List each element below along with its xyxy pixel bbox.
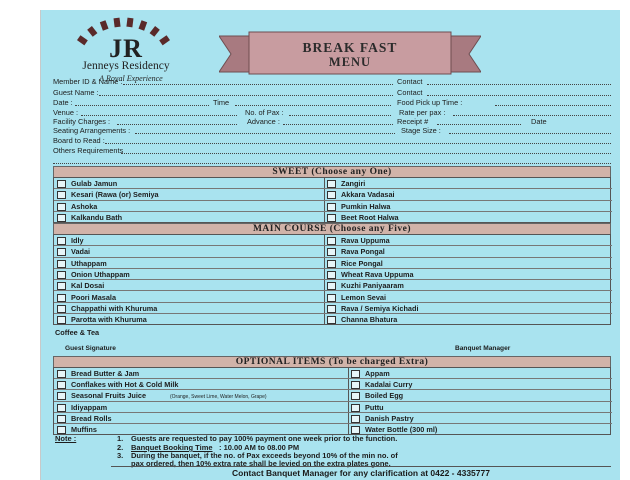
facility-field[interactable] xyxy=(117,124,237,125)
note-3-number: 3. xyxy=(117,451,124,460)
menu-item-row-left xyxy=(54,390,348,401)
menu-item-row-right xyxy=(324,269,612,280)
item-checkbox[interactable] xyxy=(351,404,360,412)
sweet-section-header: SWEET (Choose any One) xyxy=(53,166,611,178)
contact-field[interactable] xyxy=(427,84,611,85)
item-checkbox[interactable] xyxy=(327,214,336,222)
time-field[interactable] xyxy=(235,105,391,106)
item-label: Kalkandu Bath xyxy=(71,212,123,222)
optional-items-box xyxy=(53,367,611,435)
item-checkbox[interactable] xyxy=(351,426,360,434)
item-label: Rava Pongal xyxy=(341,247,385,257)
item-label: Uthappam xyxy=(71,258,107,268)
item-label: Kal Dosai xyxy=(71,281,105,291)
item-checkbox[interactable] xyxy=(57,191,66,199)
menu-item-row-right xyxy=(324,246,612,257)
menu-item-row-right xyxy=(324,314,612,325)
banquet-manager-label: Banquet Manager xyxy=(455,345,511,352)
hotel-name: Jenneys Residency xyxy=(82,60,170,72)
item-checkbox[interactable] xyxy=(327,294,336,302)
menu-item-row-right xyxy=(324,258,612,269)
item-checkbox[interactable] xyxy=(57,392,66,400)
item-label: Puttu xyxy=(365,402,384,412)
venue-label: Venue : xyxy=(53,108,79,117)
logo-monogram: JR xyxy=(109,34,143,63)
item-checkbox[interactable] xyxy=(327,248,336,256)
date-field[interactable] xyxy=(75,105,209,106)
menu-item-row-right xyxy=(324,235,612,246)
item-checkbox[interactable] xyxy=(57,203,66,211)
note-3-text-line1: During the banquet, if the no. of Pax exceeds beyond 10% of the min no. of xyxy=(131,451,398,460)
note-3-text-line2: pax ordered, then 10% extra rate shall be levied on the extra plates gone. xyxy=(131,459,391,468)
menu-item-row-right xyxy=(324,201,612,212)
juice-flavours-note: (Orange, Sweet Lime, Water Melon, Grape) xyxy=(170,394,267,401)
item-checkbox[interactable] xyxy=(57,415,66,423)
item-label: Poori Masala xyxy=(71,292,117,302)
seating-label: Seating Arrangements : xyxy=(53,126,131,135)
item-checkbox[interactable] xyxy=(57,370,66,378)
menu-item-row-right xyxy=(324,303,612,314)
menu-item-row-left xyxy=(54,258,324,269)
note-1-number: 1. xyxy=(117,434,124,443)
item-label: Akkara Vadasai xyxy=(341,190,395,200)
pax-label: No. of Pax : xyxy=(245,108,284,117)
item-label: Seasonal Fruits Juice xyxy=(71,391,147,401)
item-label: Parotta with Khuruma xyxy=(71,315,147,325)
item-checkbox[interactable] xyxy=(57,180,66,188)
others-field[interactable] xyxy=(121,153,611,154)
advance-label: Advance : xyxy=(247,117,280,126)
item-checkbox[interactable] xyxy=(327,316,336,324)
item-label: Chappathi with Khuruma xyxy=(71,303,158,313)
item-label: Lemon Sevai xyxy=(341,292,387,302)
item-label: Appam xyxy=(365,369,390,378)
item-label: Beet Root Halwa xyxy=(341,212,399,222)
note-2-value: : 10.00 AM to 08.00 PM xyxy=(219,443,300,452)
receipt-field[interactable] xyxy=(437,124,521,125)
hotel-tagline: A Royal Experience xyxy=(99,74,163,83)
item-label: Pumkin Halwa xyxy=(341,201,391,211)
seating-field[interactable] xyxy=(135,133,395,134)
menu-item-row-left xyxy=(54,189,324,200)
item-checkbox[interactable] xyxy=(351,381,360,389)
rate-field[interactable] xyxy=(453,115,611,116)
guest-name-field[interactable] xyxy=(99,95,393,96)
note-label: Note : xyxy=(55,434,77,443)
item-checkbox[interactable] xyxy=(351,415,360,423)
menu-item-row-right xyxy=(348,413,612,424)
item-checkbox[interactable] xyxy=(57,426,66,434)
item-label: Kuzhi Paniyaaram xyxy=(341,281,404,291)
sweet-items-box xyxy=(53,177,611,223)
item-label: Kadalai Curry xyxy=(365,380,413,390)
pax-field[interactable] xyxy=(289,115,391,116)
item-checkbox[interactable] xyxy=(57,260,66,268)
item-label: Bread Rolls xyxy=(71,413,112,423)
menu-item-row-right xyxy=(348,379,612,390)
item-label: Ashoka xyxy=(71,201,98,211)
item-checkbox[interactable] xyxy=(57,214,66,222)
item-checkbox[interactable] xyxy=(57,381,66,389)
note-2-label: Banquet Booking Time xyxy=(131,443,213,452)
item-checkbox[interactable] xyxy=(57,305,66,313)
others-label: Others Requirements xyxy=(53,146,124,155)
item-label: Danish Pastry xyxy=(365,413,414,423)
item-checkbox[interactable] xyxy=(327,180,336,188)
item-checkbox[interactable] xyxy=(327,203,336,211)
item-label: Bread Butter & Jam xyxy=(71,369,140,378)
item-checkbox[interactable] xyxy=(327,260,336,268)
item-checkbox[interactable] xyxy=(327,237,336,245)
menu-item-row-left xyxy=(54,201,324,212)
stage-label: Stage Size : xyxy=(401,126,441,135)
main-course-section-header: MAIN COURSE (Choose any Five) xyxy=(53,223,611,235)
menu-item-row-left xyxy=(54,212,324,223)
receipt-label: Receipt # xyxy=(397,117,429,126)
board-field[interactable] xyxy=(105,143,611,144)
note-2-number: 2. xyxy=(117,443,124,452)
item-checkbox[interactable] xyxy=(351,370,360,378)
menu-item-row-left xyxy=(54,402,348,413)
menu-item-row-left xyxy=(54,368,348,379)
menu-item-row-left xyxy=(54,280,324,291)
menu-item-row-right xyxy=(348,390,612,401)
menu-item-row-right xyxy=(324,292,612,303)
banner-title-line1: BREAK FAST xyxy=(302,40,398,55)
item-checkbox[interactable] xyxy=(57,237,66,245)
item-checkbox[interactable] xyxy=(57,316,66,324)
menu-item-row-right xyxy=(324,189,612,200)
item-label: Rice Pongal xyxy=(341,258,383,268)
item-label: Kesari (Rawa (or) Semiya xyxy=(71,190,159,200)
menu-item-row-left xyxy=(54,379,348,390)
menu-item-row-right xyxy=(324,280,612,291)
item-checkbox[interactable] xyxy=(57,294,66,302)
banner-title-line2: MENU xyxy=(328,55,372,69)
item-label: Muffins xyxy=(71,425,97,434)
menu-item-row-left xyxy=(54,246,324,257)
main-course-items-box xyxy=(53,234,611,325)
contact-label-2: Contact xyxy=(397,88,423,97)
item-label: Wheat Rava Uppuma xyxy=(341,269,414,279)
receipt-date-label: Date xyxy=(531,117,547,126)
facility-label: Facility Charges : xyxy=(53,117,111,126)
item-label: Zangiri xyxy=(341,179,366,188)
title-banner xyxy=(219,30,481,80)
item-label: Rava Uppuma xyxy=(341,236,390,245)
item-label: Channa Bhatura xyxy=(341,315,398,325)
menu-item-row-right xyxy=(324,178,612,189)
member-field[interactable] xyxy=(123,84,393,85)
member-label: Member ID & Name : xyxy=(53,77,123,86)
item-checkbox[interactable] xyxy=(351,392,360,400)
menu-item-row-right xyxy=(348,402,612,413)
item-label: Vadai xyxy=(71,247,91,257)
menu-item-row-left xyxy=(54,413,348,424)
item-label: Conflakes with Hot & Cold Milk xyxy=(71,380,179,390)
time-label: Time xyxy=(213,98,230,107)
rate-label: Rate per pax : xyxy=(399,108,446,117)
menu-item-row-left xyxy=(54,303,324,314)
optional-section-header: OPTIONAL ITEMS (To be charged Extra) xyxy=(53,356,611,368)
item-checkbox[interactable] xyxy=(57,404,66,412)
menu-item-row-left xyxy=(54,235,324,246)
menu-sheet xyxy=(40,10,620,480)
menu-item-row-right xyxy=(324,212,612,223)
item-checkbox[interactable] xyxy=(327,191,336,199)
item-checkbox[interactable] xyxy=(57,282,66,290)
menu-item-row-left xyxy=(54,178,324,189)
note-1-text: Guests are requested to pay 100% payment one week prior to the function. xyxy=(131,434,398,443)
menu-item-row-left xyxy=(54,292,324,303)
item-label: Boiled Egg xyxy=(365,391,404,401)
footer-contact: Contact Banquet Manager for any clarification at 0422 - 4335777 xyxy=(111,466,611,479)
pickup-time-label: Food Pick up Time : xyxy=(397,98,463,107)
contact-label: Contact xyxy=(397,77,423,86)
board-label: Board to Read : xyxy=(53,136,105,145)
advance-field[interactable] xyxy=(283,124,393,125)
item-label: Water Bottle (300 ml) xyxy=(365,425,438,434)
item-label: Idly xyxy=(71,236,84,245)
date-label: Date : xyxy=(53,98,73,107)
item-checkbox[interactable] xyxy=(57,271,66,279)
guest-name-label: Guest Name : xyxy=(53,88,99,97)
stage-field[interactable] xyxy=(449,133,611,134)
menu-item-row-left xyxy=(54,269,324,280)
item-label: Idiyappam xyxy=(71,402,108,412)
pickup-time-field[interactable] xyxy=(495,105,611,106)
blank-line-field[interactable] xyxy=(53,163,611,164)
menu-item-row-left xyxy=(54,314,324,325)
venue-field[interactable] xyxy=(81,115,237,116)
coffee-tea-note: Coffee & Tea xyxy=(55,328,100,337)
item-checkbox[interactable] xyxy=(57,248,66,256)
item-label: Gulab Jamun xyxy=(71,179,118,188)
guest-signature-label: Guest Signature xyxy=(65,345,116,352)
item-checkbox[interactable] xyxy=(327,271,336,279)
item-checkbox[interactable] xyxy=(327,282,336,290)
item-label: Rava / Semiya Kichadi xyxy=(341,303,419,313)
menu-item-row-right xyxy=(348,368,612,379)
item-checkbox[interactable] xyxy=(327,305,336,313)
contact-field-2[interactable] xyxy=(427,95,611,96)
item-label: Onion Uthappam xyxy=(71,269,130,279)
